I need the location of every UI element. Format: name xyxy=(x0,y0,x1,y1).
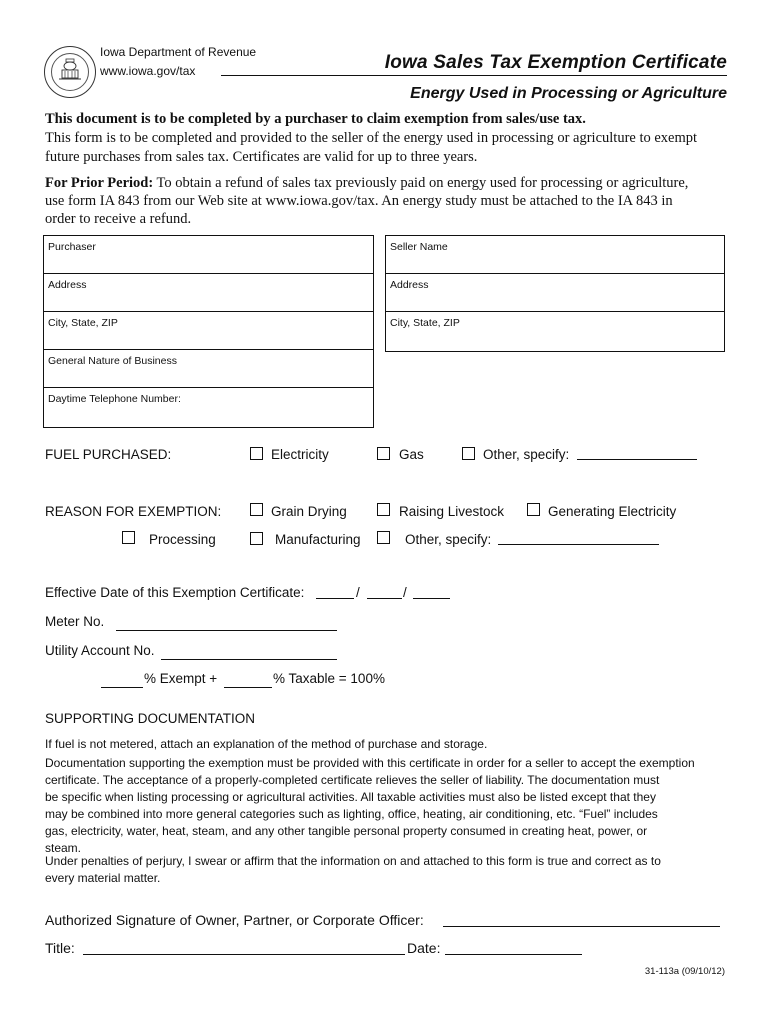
seller-name-label: Seller Name xyxy=(390,241,448,253)
telephone-field[interactable] xyxy=(44,388,373,426)
title-line[interactable] xyxy=(83,943,405,955)
generating-electricity-label: Generating Electricity xyxy=(548,504,677,519)
perjury-line: Under penalties of perjury, I swear or affirm that the information on and attached to this form is true and correct as to xyxy=(45,854,661,868)
perjury-line: every material matter. xyxy=(45,871,161,885)
purchaser-city-state-zip-label: City, State, ZIP xyxy=(48,317,118,329)
supporting-p2-line: steam. xyxy=(45,841,82,855)
effective-date-label: Effective Date of this Exemption Certificate: xyxy=(45,585,305,600)
fuel-purchased-label: FUEL PURCHASED: xyxy=(45,447,172,462)
form-title: Iowa Sales Tax Exemption Certificate xyxy=(384,52,727,73)
reason-other-checkbox[interactable] xyxy=(377,531,390,544)
department-website: www.iowa.gov/tax xyxy=(100,64,196,78)
supporting-p2-line: be specific when listing processing or agricultural activities. All taxable activities must also be listed except that they xyxy=(45,790,656,804)
purchaser-field[interactable] xyxy=(44,236,373,274)
date-slash-1: / xyxy=(356,585,360,600)
supporting-paragraph-2 xyxy=(45,755,735,857)
gas-checkbox[interactable] xyxy=(377,447,390,460)
generating-electricity-checkbox[interactable] xyxy=(527,503,540,516)
signature-label: Authorized Signature of Owner, Partner, or Corporate Officer: xyxy=(45,912,424,928)
effective-date-month-line[interactable] xyxy=(316,587,354,599)
meter-number-label: Meter No. xyxy=(45,614,105,629)
signature-line[interactable] xyxy=(443,915,720,927)
prior-period-text-1: To obtain a refund of sales tax previously paid on energy used for processing or agriculture, xyxy=(153,175,689,191)
prior-period-line-1 xyxy=(45,174,735,192)
prior-period-line-2: use form IA 843 from our Web site at www.iowa.gov/tax. An energy study must be attached to the IA 843 in xyxy=(45,193,673,209)
fuel-other-checkbox[interactable] xyxy=(462,447,475,460)
processing-checkbox[interactable] xyxy=(122,531,135,544)
reason-other-label: Other, specify: xyxy=(405,532,492,547)
perjury-statement xyxy=(45,853,735,887)
reason-other-specify-line[interactable] xyxy=(498,533,659,545)
purchaser-address-label: Address xyxy=(48,279,87,291)
processing-label: Processing xyxy=(149,532,216,547)
utility-account-line[interactable] xyxy=(161,648,337,660)
gas-label: Gas xyxy=(399,447,424,462)
percent-taxable-line[interactable] xyxy=(224,676,272,688)
effective-date-day-line[interactable] xyxy=(367,587,402,599)
seller-name-field[interactable] xyxy=(386,236,724,274)
prior-period-label: For Prior Period: xyxy=(45,175,154,191)
seller-address-field[interactable] xyxy=(386,274,724,312)
raising-livestock-checkbox[interactable] xyxy=(377,503,390,516)
purchaser-address-field[interactable] xyxy=(44,274,373,312)
seller-address-label: Address xyxy=(390,279,429,291)
purchaser-info-box xyxy=(43,235,374,428)
date-slash-2: / xyxy=(403,585,407,600)
manufacturing-label: Manufacturing xyxy=(275,532,361,547)
utility-account-label: Utility Account No. xyxy=(45,643,155,658)
reason-for-exemption-label: REASON FOR EXEMPTION: xyxy=(45,504,222,519)
supporting-documentation-heading: SUPPORTING DOCUMENTATION xyxy=(45,711,256,726)
seller-city-state-zip-label: City, State, ZIP xyxy=(390,317,460,329)
supporting-paragraph-1: If fuel is not metered, attach an explanation of the method of purchase and storage. xyxy=(45,737,488,751)
capitol-icon xyxy=(53,57,87,89)
purchaser-label: Purchaser xyxy=(48,241,96,253)
seller-city-state-zip-field[interactable] xyxy=(386,312,724,350)
raising-livestock-label: Raising Livestock xyxy=(399,504,505,519)
form-code: 31-113a (09/10/12) xyxy=(644,966,725,977)
nature-of-business-field[interactable] xyxy=(44,350,373,388)
department-name: Iowa Department of Revenue xyxy=(100,45,257,59)
fuel-other-label: Other, specify: xyxy=(483,447,570,462)
manufacturing-checkbox[interactable] xyxy=(250,532,263,545)
intro-bold-line: This document is to be completed by a purchaser to claim exemption from sales/use tax. xyxy=(45,111,586,127)
grain-drying-checkbox[interactable] xyxy=(250,503,263,516)
intro-line-1: This form is to be completed and provided to the seller of the energy used in processing or agriculture to exempt xyxy=(45,130,698,146)
fuel-other-specify-line[interactable] xyxy=(577,448,697,460)
electricity-label: Electricity xyxy=(271,447,329,462)
purchaser-city-state-zip-field[interactable] xyxy=(44,312,373,350)
meter-number-line[interactable] xyxy=(116,619,337,631)
seller-info-box xyxy=(385,235,725,352)
grain-drying-label: Grain Drying xyxy=(271,504,347,519)
supporting-p2-line: may be combined into more general categories such as lighting, office, heating, air conditioning, etc. “Fuel” includes xyxy=(45,807,658,821)
supporting-p2-line: Documentation supporting the exemption must be provided with this certificate in order for a seller to accept the exemption xyxy=(45,756,695,770)
date-line[interactable] xyxy=(445,943,582,955)
title-label: Title: xyxy=(45,940,75,956)
effective-date-year-line[interactable] xyxy=(413,587,450,599)
nature-of-business-label: General Nature of Business xyxy=(48,355,177,367)
date-label: Date: xyxy=(407,940,441,956)
electricity-checkbox[interactable] xyxy=(250,447,263,460)
percent-taxable-label: % Taxable = 100% xyxy=(273,671,385,686)
intro-line-2: future purchases from sales tax. Certificates are valid for up to three years. xyxy=(45,149,478,165)
percent-exempt-line[interactable] xyxy=(101,676,143,688)
telephone-label: Daytime Telephone Number: xyxy=(48,393,181,405)
supporting-p2-line: certificate. The acceptance of a properly-completed certificate relieves the seller of liability. The documentation must xyxy=(45,773,660,787)
header-rule xyxy=(221,75,727,76)
supporting-p2-line: gas, electricity, water, heat, steam, and any other tangible personal property consumed in creating heat, power, or xyxy=(45,824,648,838)
state-seal-logo xyxy=(44,46,96,98)
prior-period-line-3: order to receive a refund. xyxy=(45,211,192,227)
percent-exempt-label: % Exempt + xyxy=(144,671,218,686)
form-subtitle: Energy Used in Processing or Agriculture xyxy=(410,85,727,102)
